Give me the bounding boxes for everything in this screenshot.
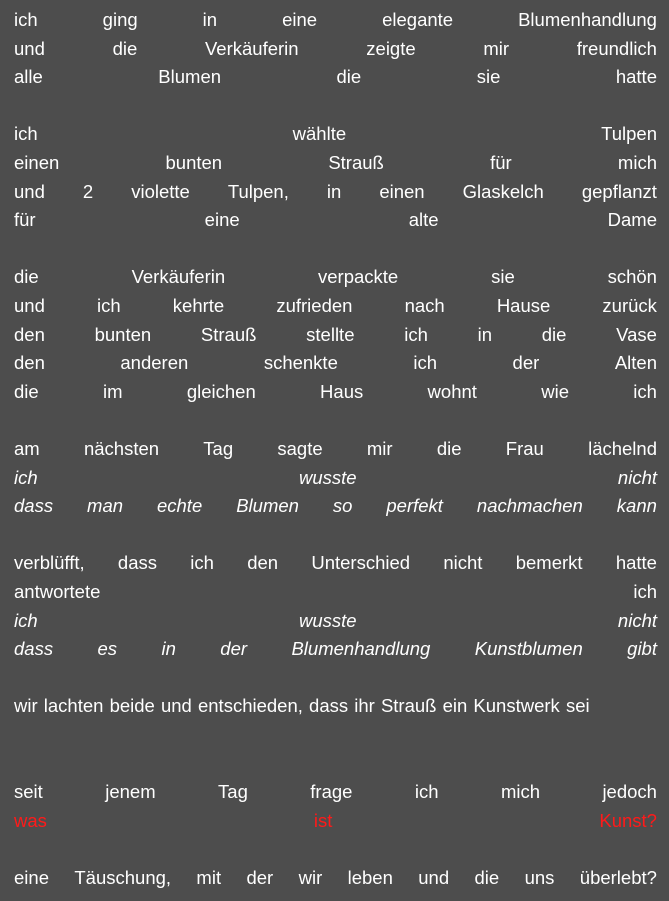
poem-word: wir [298, 867, 323, 888]
poem-word: der [512, 352, 540, 374]
poem-word: in [326, 180, 342, 202]
poem-word: bunten [165, 152, 223, 173]
poem-line [14, 206, 657, 234]
poem-word: Alten [614, 352, 657, 374]
poem-word: Strauß [328, 152, 384, 173]
poem-word: Tag [218, 781, 248, 803]
poem-word: mich [500, 781, 541, 803]
poem-word: verblüfft, [14, 552, 85, 574]
poem-word: nicht [617, 466, 657, 488]
poem-word: Strauß [200, 323, 257, 345]
poem-word: nicht [617, 609, 657, 631]
poem-word: Verkäuferin [131, 266, 226, 288]
poem-line [14, 607, 657, 635]
poem-line: wir lachten beide und entschieden, dass ihr Strauß ein Kunstwerk sei [14, 695, 590, 717]
poem-word: perfekt [386, 495, 443, 517]
poem-word: mit [196, 867, 222, 888]
poem-line [14, 349, 657, 377]
poem-word: den [14, 323, 45, 345]
poem-word: antwortete [14, 581, 101, 602]
poem-word: nach [404, 295, 445, 316]
poem-word: der [220, 638, 248, 660]
poem-line [14, 292, 657, 320]
poem-line [14, 35, 657, 63]
poem-word: ich [414, 781, 439, 803]
poem-word: Tulpen [601, 123, 657, 145]
poem-word: die [112, 37, 138, 59]
poem-line [14, 778, 657, 806]
poem-word: den [14, 352, 45, 374]
poem-word: und [14, 295, 45, 316]
poem-word: Hause [496, 295, 551, 316]
poem-word: Blumen [158, 66, 222, 88]
poem-line [14, 864, 657, 892]
poem-word: seit [14, 781, 43, 803]
poem-word: ich [97, 295, 121, 316]
poem-word: wusste [299, 609, 357, 631]
poem-word: hatte [615, 552, 657, 574]
poem-line [14, 63, 657, 91]
poem-word: ich [14, 466, 38, 488]
poem-word: bunten [94, 323, 152, 345]
poem-word: nächsten [83, 438, 160, 459]
poem-word: schön [607, 266, 657, 288]
poem-word: Glaskelch [462, 180, 544, 202]
poem-word: im [103, 380, 123, 402]
poem-word: und [14, 180, 45, 202]
poem-word: ich [633, 581, 657, 602]
poem-word: ist [313, 809, 333, 831]
poem-word: eine [204, 209, 240, 231]
poem-word: Haus [320, 380, 364, 402]
poem-line [14, 6, 657, 34]
poem-word: Kunst? [599, 809, 657, 831]
poem-word: in [161, 638, 176, 660]
poem-word: 2 [82, 180, 94, 202]
poem-word: Frau [505, 438, 544, 459]
poem-word: nicht [443, 552, 483, 574]
poem-word: leben [347, 867, 393, 888]
poem-word: sie [491, 266, 515, 288]
poem-word: ich [14, 609, 38, 631]
poem-word: elegante [382, 9, 454, 30]
poem-word: Tag [203, 438, 234, 459]
poem-word: ich [14, 123, 38, 145]
poem-word: alle [14, 66, 43, 88]
poem-word: Täuschung, [74, 867, 172, 888]
poem-line [14, 378, 657, 406]
poem-line [14, 149, 657, 177]
poem-word: dass [117, 552, 157, 574]
poem-line [14, 464, 657, 492]
poem-word: ich [404, 323, 428, 345]
poem-word: für [14, 209, 36, 231]
poem-word: in [477, 323, 492, 345]
poem-word: echte [156, 495, 203, 517]
poem-word: eine [282, 9, 318, 30]
poem-word: uns [524, 867, 555, 888]
poem-word: gepflanzt [581, 180, 657, 202]
poem-word: lächelnd [588, 438, 657, 459]
poem-word: sie [476, 66, 501, 88]
poem-word: mich [617, 152, 657, 173]
poem-line [14, 435, 657, 463]
poem-word: die [336, 66, 362, 88]
poem-word: was [14, 809, 47, 831]
poem-word: einen [379, 180, 425, 202]
poem-word: schenkte [263, 352, 338, 374]
poem-word: kann [616, 495, 657, 517]
poem-line [14, 635, 657, 663]
poem-word: jenem [105, 781, 156, 803]
poem-word: für [490, 152, 512, 173]
poem-word: dass [14, 495, 54, 517]
poem-word: Blumenhandlung [518, 9, 657, 30]
poem-word: nachmachen [476, 495, 583, 517]
poem-word: wie [541, 380, 569, 402]
poem-word: mir [366, 438, 393, 459]
poem-word: wählte [292, 123, 347, 145]
poem-word: die [541, 323, 567, 345]
poem-word: mir [483, 37, 510, 59]
poem-line [14, 549, 657, 577]
poem-word: die [14, 380, 39, 402]
poem-word: gibt [627, 638, 657, 660]
poem-word: die [14, 266, 39, 288]
poem-word: wohnt [427, 380, 477, 402]
poem-word: Unterschied [311, 552, 411, 574]
poem-word: Blumen [236, 495, 299, 517]
poem-word: der [246, 867, 274, 888]
poem-word: verpackte [318, 266, 399, 288]
poem-word: ging [102, 9, 138, 30]
poem-word: anderen [120, 352, 189, 374]
poem-word: kehrte [172, 295, 225, 316]
poem-word: Dame [607, 209, 657, 231]
poem-word: alte [408, 209, 439, 231]
poem-word: die [474, 867, 500, 888]
poem-word: die [436, 438, 462, 459]
poem-word: Verkäuferin [204, 37, 299, 59]
poem-line [14, 807, 657, 835]
poem-word: so [332, 495, 353, 517]
poem-word: zufrieden [276, 295, 353, 316]
poem-line [14, 492, 657, 520]
poem-word: am [14, 438, 40, 459]
poem-line [14, 178, 657, 206]
poem-word: gleichen [186, 380, 256, 402]
poem-word: frage [310, 781, 353, 803]
poem-word: Blumenhandlung [291, 638, 431, 660]
poem-word: einen [14, 152, 60, 173]
poem-word: sagte [277, 438, 323, 459]
poem-word: ich [190, 552, 214, 574]
poem-word: bemerkt [515, 552, 583, 574]
poem-word: ich [633, 380, 657, 402]
poem-word: zeigte [366, 37, 416, 59]
poem-line [14, 120, 657, 148]
poem-line [14, 321, 657, 349]
poem-word: ich [14, 9, 38, 30]
poem-word: ich [413, 352, 438, 374]
poem-word: es [97, 638, 118, 660]
poem-line [14, 263, 657, 291]
poem-word: jedoch [602, 781, 657, 803]
poem-word: den [247, 552, 279, 574]
poem-word: überlebt? [579, 867, 657, 888]
poem-word: Vase [616, 323, 657, 345]
poem-word: eine [14, 867, 49, 888]
poem-word: in [202, 9, 218, 30]
poem-word: und [14, 37, 45, 59]
poem-word: hatte [615, 66, 657, 88]
poem-word: wusste [299, 466, 357, 488]
poem-word: Tulpen, [227, 180, 289, 202]
poem-word: violette [131, 180, 190, 202]
poem-word: stellte [306, 323, 355, 345]
poem-word: zurück [602, 295, 657, 316]
poem-word: Kunstblumen [474, 638, 583, 660]
poem-word: dass [14, 638, 54, 660]
poem-line [14, 578, 657, 606]
poem-word: man [87, 495, 124, 517]
poem-word: freundlich [576, 37, 657, 59]
poem-word: und [418, 867, 450, 888]
